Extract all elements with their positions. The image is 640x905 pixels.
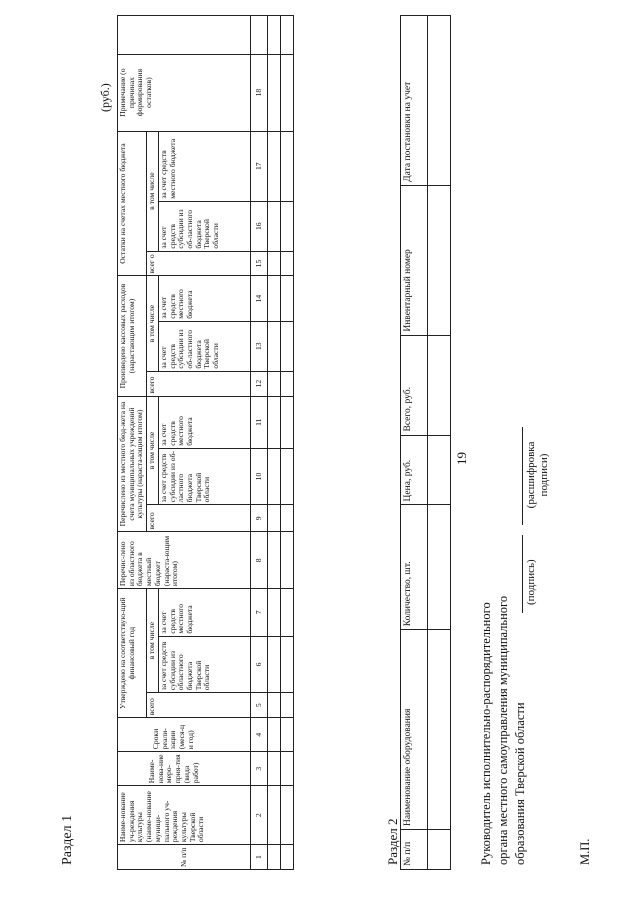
- hdr-balance-including: в том числе: [147, 131, 159, 251]
- signature-block: [478, 596, 529, 865]
- hdr-transferred-local-funds: за счет средств местного бюджета: [158, 396, 250, 448]
- column-number-row: [250, 16, 267, 870]
- hdr-cash-subsidy: за счет средств субсидии из об-ластного бюджета Тверской области: [158, 321, 250, 371]
- col-number: 11: [250, 396, 267, 448]
- hdr-transferred-subsidy: за счет средств субсидии из об-ластного бюджета Тверской области: [158, 448, 250, 505]
- hdr-extra: [118, 16, 251, 55]
- col-number: 9: [250, 505, 267, 532]
- section-2-table: [400, 15, 451, 870]
- hdr-balance-local: за счет средств местного бюджета: [158, 131, 250, 201]
- col-number: 12: [250, 371, 267, 396]
- hdr-cash: Произведено кассовых расходов (нарастающим итогом): [118, 276, 147, 396]
- s2-hdr-quantity: Количество, шт.: [401, 505, 428, 630]
- s2-hdr-num: № п/п: [401, 830, 428, 870]
- hdr-transferred-regional: Перечис-лено из областного бюджета в местный бюджет (нараста-ющим итогом): [118, 532, 251, 589]
- hdr-num: № п/п: [118, 845, 251, 870]
- col-number: 8: [250, 532, 267, 589]
- col-number: 4: [250, 718, 267, 752]
- col-number: 17: [250, 131, 267, 201]
- hdr-deadline: Сроки реали-зации (меся-ц и год): [118, 718, 251, 752]
- section-1-title: Раздел 1: [60, 814, 75, 865]
- col-number: 16: [250, 201, 267, 251]
- col-number: 13: [250, 321, 267, 371]
- signature-line-2: органа местного самоуправления муниципального: [495, 595, 510, 865]
- page-number: 19: [454, 452, 469, 465]
- col-number: 10: [250, 448, 267, 505]
- hdr-balance-subsidy: за счет средств субсидии из об-ластного бюджета Тверской области: [158, 201, 250, 251]
- hdr-measure: Наиме-нова-ние меро-прия-тия (вида работ): [118, 752, 251, 786]
- signature-underline: [522, 535, 523, 613]
- hdr-balance-total: всег о: [147, 251, 251, 276]
- s2-hdr-date: Дата постановки на учет: [401, 16, 428, 186]
- col-number: 7: [250, 589, 267, 637]
- hdr-transferred-including: в том числе: [147, 396, 159, 505]
- section-2-title: Раздел 2: [385, 818, 400, 865]
- table-row: [280, 16, 293, 870]
- hdr-approved-local: за счет средств местного бюджета: [158, 589, 250, 637]
- unit-label: (руб.): [98, 83, 112, 112]
- hdr-approved-total: всего: [147, 693, 251, 718]
- hdr-approved: Утверждено на соответствую-щий финансовый год: [118, 589, 147, 718]
- s2-hdr-inventory: Инвентарный номер: [401, 185, 428, 335]
- col-number: 1: [250, 845, 267, 870]
- signature-line-3: образования Тверской области: [512, 702, 527, 865]
- hdr-transferred-total: всего: [147, 505, 251, 532]
- hdr-balance: Остатки на счетах местного бюджета: [118, 131, 147, 276]
- hdr-approved-including: в том числе: [147, 589, 159, 693]
- decode-underline: [522, 427, 523, 525]
- table-row: [267, 16, 280, 870]
- s2-hdr-price: Цена, руб.: [401, 435, 428, 505]
- col-number: 5: [250, 693, 267, 718]
- hdr-approved-subsidy: за счет средств субсидии из областного бюджета Тверской области: [158, 636, 250, 693]
- hdr-note: Примечание (о причинах формирования остатков): [118, 54, 251, 131]
- col-number: 14: [250, 276, 267, 321]
- stamp-place: М.П.: [578, 838, 592, 865]
- col-number: 2: [250, 786, 267, 845]
- table-row: [428, 16, 451, 870]
- hdr-cash-total: всего: [147, 371, 251, 396]
- signature-line-1: Руководитель исполнительно-распорядительного: [479, 602, 493, 865]
- col-number: 18: [250, 54, 267, 131]
- col-number: 3: [250, 752, 267, 786]
- decode-caption: (расшифровка подписи): [525, 441, 551, 509]
- col-number: 6: [250, 636, 267, 693]
- col-number-extra: [250, 16, 267, 55]
- hdr-transferred-local: Перечислено из местного бюд-жета на счета муниципальных учреждений культуры (нараста-ющим итогом): [118, 396, 147, 532]
- hdr-cash-local: за счет средств местного бюджета: [158, 276, 250, 321]
- section-1-table: [117, 15, 294, 870]
- s2-hdr-equipment: Наименование оборудования: [401, 630, 428, 830]
- s2-hdr-total: Всего, руб.: [401, 335, 428, 435]
- col-number: 15: [250, 251, 267, 276]
- signature-caption: (подпись): [525, 559, 537, 605]
- hdr-institution: Наиме-нование уч-реждения культуры (наиме-нование муници-пального уч-реждения культуры Тверской области: [118, 786, 251, 845]
- hdr-cash-including: в том числе: [147, 276, 159, 371]
